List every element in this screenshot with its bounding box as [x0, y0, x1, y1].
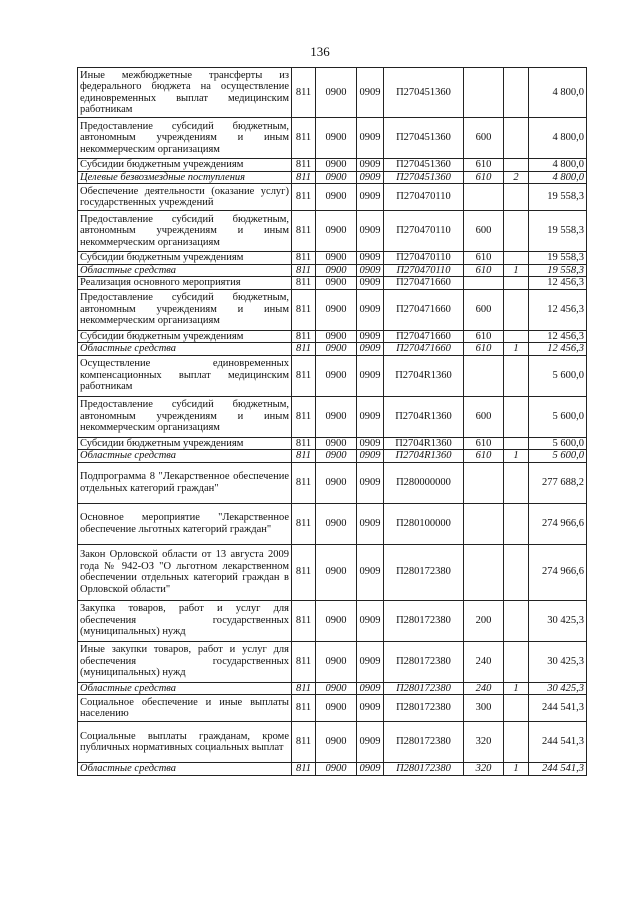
- cell-target-article: П270471660: [384, 343, 464, 356]
- table-row: [78, 355, 587, 396]
- cell-ministry-code: 811: [292, 252, 316, 265]
- cell-funding-source: [504, 355, 529, 396]
- cell-target-article: П270451360: [384, 159, 464, 172]
- cell-name: Иные межбюджетные трансферты из федерального бюджета на осуществление единовременных выплат медицинским работникам: [78, 68, 292, 118]
- cell-target-article: П270470110: [384, 211, 464, 252]
- cell-name: Предоставление субсидий бюджетным, автономным учреждениям и иным некоммерческим организациям: [78, 118, 292, 159]
- table-row: [78, 68, 587, 118]
- cell-section-code: 0900: [316, 437, 357, 450]
- cell-name: Областные средства: [78, 450, 292, 463]
- cell-name: Субсидии бюджетным учреждениям: [78, 252, 292, 265]
- cell-expense-type: [464, 503, 504, 544]
- cell-expense-type: 610: [464, 252, 504, 265]
- cell-amount: 19 558,3: [529, 211, 587, 252]
- cell-target-article: П280172380: [384, 641, 464, 682]
- cell-funding-source: [504, 330, 529, 343]
- cell-amount: 12 456,3: [529, 343, 587, 356]
- cell-name: Субсидии бюджетным учреждениям: [78, 159, 292, 172]
- table-row: [78, 722, 587, 763]
- cell-expense-type: 200: [464, 600, 504, 641]
- table-row: [78, 450, 587, 463]
- cell-section-code: 0900: [316, 355, 357, 396]
- table-row: [78, 159, 587, 172]
- cell-amount: 30 425,3: [529, 682, 587, 695]
- cell-funding-source: 1: [504, 682, 529, 695]
- cell-expense-type: 600: [464, 396, 504, 437]
- cell-subsection-code: 0909: [357, 264, 384, 277]
- cell-amount: 19 558,3: [529, 184, 587, 211]
- cell-amount: 244 541,3: [529, 695, 587, 722]
- cell-ministry-code: 811: [292, 722, 316, 763]
- cell-expense-type: 300: [464, 695, 504, 722]
- cell-expense-type: 610: [464, 437, 504, 450]
- cell-name: Обеспечение деятельности (оказание услуг) государственных учреждений: [78, 184, 292, 211]
- cell-amount: 5 600,0: [529, 437, 587, 450]
- cell-expense-type: 600: [464, 211, 504, 252]
- cell-ministry-code: 811: [292, 171, 316, 184]
- cell-funding-source: [504, 211, 529, 252]
- cell-section-code: 0900: [316, 289, 357, 330]
- cell-target-article: П280172380: [384, 600, 464, 641]
- cell-section-code: 0900: [316, 462, 357, 503]
- cell-funding-source: 1: [504, 343, 529, 356]
- cell-name: Областные средства: [78, 343, 292, 356]
- cell-section-code: 0900: [316, 641, 357, 682]
- cell-name: Предоставление субсидий бюджетным, автономным учреждениям и иным некоммерческим организациям: [78, 211, 292, 252]
- cell-target-article: П270451360: [384, 171, 464, 184]
- cell-ministry-code: 811: [292, 211, 316, 252]
- cell-ministry-code: 811: [292, 503, 316, 544]
- cell-target-article: П2704R1360: [384, 450, 464, 463]
- cell-target-article: П280172380: [384, 544, 464, 600]
- cell-target-article: П270470110: [384, 184, 464, 211]
- cell-expense-type: 320: [464, 763, 504, 776]
- cell-name: Областные средства: [78, 264, 292, 277]
- cell-funding-source: [504, 289, 529, 330]
- cell-subsection-code: 0909: [357, 68, 384, 118]
- cell-expense-type: 610: [464, 343, 504, 356]
- cell-target-article: П280172380: [384, 722, 464, 763]
- table-row: [78, 343, 587, 356]
- table-row: [78, 211, 587, 252]
- cell-subsection-code: 0909: [357, 763, 384, 776]
- cell-funding-source: [504, 159, 529, 172]
- cell-amount: 4 800,0: [529, 171, 587, 184]
- cell-target-article: П280000000: [384, 462, 464, 503]
- cell-funding-source: [504, 68, 529, 118]
- cell-funding-source: [504, 722, 529, 763]
- cell-subsection-code: 0909: [357, 184, 384, 211]
- cell-ministry-code: 811: [292, 600, 316, 641]
- cell-subsection-code: 0909: [357, 159, 384, 172]
- cell-funding-source: [504, 695, 529, 722]
- cell-name: Областные средства: [78, 763, 292, 776]
- cell-target-article: П270471660: [384, 330, 464, 343]
- cell-name: Закон Орловской области от 13 августа 2009 года № 942-ОЗ "О льготном лекарственном обеспечении отдельных категорий граждан в Орловской области": [78, 544, 292, 600]
- cell-subsection-code: 0909: [357, 277, 384, 290]
- cell-subsection-code: 0909: [357, 695, 384, 722]
- cell-ministry-code: 811: [292, 68, 316, 118]
- cell-section-code: 0900: [316, 118, 357, 159]
- table-row: [78, 763, 587, 776]
- table-row: [78, 462, 587, 503]
- cell-amount: 4 800,0: [529, 68, 587, 118]
- cell-name: Основное мероприятие "Лекарственное обеспечение льготных категорий граждан": [78, 503, 292, 544]
- cell-section-code: 0900: [316, 184, 357, 211]
- cell-ministry-code: 811: [292, 437, 316, 450]
- table-row: [78, 264, 587, 277]
- cell-section-code: 0900: [316, 763, 357, 776]
- cell-name: Предоставление субсидий бюджетным, автономным учреждениям и иным некоммерческим организациям: [78, 396, 292, 437]
- cell-funding-source: 1: [504, 450, 529, 463]
- cell-amount: 19 558,3: [529, 252, 587, 265]
- cell-amount: 4 800,0: [529, 159, 587, 172]
- cell-target-article: П270470110: [384, 264, 464, 277]
- cell-subsection-code: 0909: [357, 503, 384, 544]
- cell-funding-source: [504, 277, 529, 290]
- cell-ministry-code: 811: [292, 396, 316, 437]
- cell-target-article: П270471660: [384, 277, 464, 290]
- table-row: [78, 600, 587, 641]
- cell-target-article: П2704R1360: [384, 437, 464, 450]
- table-row: [78, 277, 587, 290]
- table-row: [78, 503, 587, 544]
- cell-name: Субсидии бюджетным учреждениям: [78, 437, 292, 450]
- cell-funding-source: 2: [504, 171, 529, 184]
- cell-subsection-code: 0909: [357, 355, 384, 396]
- cell-amount: 274 966,6: [529, 544, 587, 600]
- cell-ministry-code: 811: [292, 264, 316, 277]
- cell-subsection-code: 0909: [357, 462, 384, 503]
- cell-name: Иные закупки товаров, работ и услуг для обеспечения государственных (муниципальных) нужд: [78, 641, 292, 682]
- cell-name: Закупка товаров, работ и услуг для обеспечения государственных (муниципальных) нужд: [78, 600, 292, 641]
- cell-subsection-code: 0909: [357, 544, 384, 600]
- cell-subsection-code: 0909: [357, 252, 384, 265]
- cell-ministry-code: 811: [292, 277, 316, 290]
- cell-subsection-code: 0909: [357, 171, 384, 184]
- cell-ministry-code: 811: [292, 289, 316, 330]
- page-number: 136: [310, 44, 330, 59]
- cell-funding-source: 1: [504, 264, 529, 277]
- cell-expense-type: [464, 355, 504, 396]
- cell-subsection-code: 0909: [357, 682, 384, 695]
- cell-subsection-code: 0909: [357, 343, 384, 356]
- cell-expense-type: [464, 544, 504, 600]
- cell-expense-type: 600: [464, 289, 504, 330]
- table-row: [78, 695, 587, 722]
- table-row: [78, 252, 587, 265]
- cell-ministry-code: 811: [292, 641, 316, 682]
- cell-section-code: 0900: [316, 264, 357, 277]
- cell-section-code: 0900: [316, 277, 357, 290]
- cell-ministry-code: 811: [292, 682, 316, 695]
- cell-expense-type: 610: [464, 159, 504, 172]
- cell-target-article: П280172380: [384, 763, 464, 776]
- cell-funding-source: [504, 437, 529, 450]
- table-row: [78, 437, 587, 450]
- table-row: [78, 171, 587, 184]
- cell-section-code: 0900: [316, 159, 357, 172]
- cell-amount: 4 800,0: [529, 118, 587, 159]
- table-row: [78, 396, 587, 437]
- cell-amount: 12 456,3: [529, 289, 587, 330]
- cell-ministry-code: 811: [292, 184, 316, 211]
- cell-section-code: 0900: [316, 171, 357, 184]
- cell-section-code: 0900: [316, 396, 357, 437]
- cell-amount: 12 456,3: [529, 330, 587, 343]
- cell-section-code: 0900: [316, 68, 357, 118]
- cell-name: Социальное обеспечение и иные выплаты населению: [78, 695, 292, 722]
- cell-expense-type: 240: [464, 682, 504, 695]
- cell-funding-source: [504, 252, 529, 265]
- cell-amount: 244 541,3: [529, 763, 587, 776]
- cell-ministry-code: 811: [292, 343, 316, 356]
- cell-section-code: 0900: [316, 695, 357, 722]
- cell-funding-source: [504, 600, 529, 641]
- cell-amount: 274 966,6: [529, 503, 587, 544]
- cell-target-article: П2704R1360: [384, 396, 464, 437]
- cell-name: Социальные выплаты гражданам, кроме публичных нормативных социальных выплат: [78, 722, 292, 763]
- cell-funding-source: [504, 184, 529, 211]
- cell-subsection-code: 0909: [357, 211, 384, 252]
- cell-subsection-code: 0909: [357, 396, 384, 437]
- cell-section-code: 0900: [316, 343, 357, 356]
- cell-ministry-code: 811: [292, 763, 316, 776]
- cell-amount: 277 688,2: [529, 462, 587, 503]
- table-row: [78, 184, 587, 211]
- cell-name: Подпрограмма 8 "Лекарственное обеспечение отдельных категорий граждан": [78, 462, 292, 503]
- cell-expense-type: [464, 462, 504, 503]
- cell-section-code: 0900: [316, 503, 357, 544]
- cell-name: Осуществление единовременных компенсационных выплат медицинским работникам: [78, 355, 292, 396]
- cell-name: Реализация основного мероприятия: [78, 277, 292, 290]
- table-row: [78, 641, 587, 682]
- cell-funding-source: [504, 462, 529, 503]
- cell-amount: 19 558,3: [529, 264, 587, 277]
- cell-section-code: 0900: [316, 252, 357, 265]
- cell-funding-source: [504, 544, 529, 600]
- table-body: [78, 68, 587, 776]
- table-row: [78, 544, 587, 600]
- cell-funding-source: [504, 396, 529, 437]
- cell-target-article: П270451360: [384, 118, 464, 159]
- cell-expense-type: 240: [464, 641, 504, 682]
- table-row: [78, 118, 587, 159]
- cell-subsection-code: 0909: [357, 722, 384, 763]
- cell-expense-type: [464, 68, 504, 118]
- cell-amount: 244 541,3: [529, 722, 587, 763]
- cell-target-article: П270451360: [384, 68, 464, 118]
- cell-subsection-code: 0909: [357, 289, 384, 330]
- cell-amount: 30 425,3: [529, 600, 587, 641]
- cell-funding-source: [504, 641, 529, 682]
- cell-expense-type: 610: [464, 171, 504, 184]
- cell-amount: 5 600,0: [529, 355, 587, 396]
- table-row: [78, 289, 587, 330]
- cell-funding-source: [504, 503, 529, 544]
- cell-section-code: 0900: [316, 330, 357, 343]
- cell-target-article: П280172380: [384, 682, 464, 695]
- cell-name: Целевые безвозмездные поступления: [78, 171, 292, 184]
- cell-ministry-code: 811: [292, 159, 316, 172]
- cell-ministry-code: 811: [292, 695, 316, 722]
- cell-name: Областные средства: [78, 682, 292, 695]
- cell-amount: 5 600,0: [529, 450, 587, 463]
- cell-expense-type: 610: [464, 330, 504, 343]
- cell-expense-type: 610: [464, 450, 504, 463]
- cell-funding-source: [504, 118, 529, 159]
- cell-section-code: 0900: [316, 600, 357, 641]
- cell-subsection-code: 0909: [357, 437, 384, 450]
- cell-funding-source: 1: [504, 763, 529, 776]
- cell-ministry-code: 811: [292, 544, 316, 600]
- budget-table: [77, 67, 587, 776]
- cell-subsection-code: 0909: [357, 330, 384, 343]
- cell-ministry-code: 811: [292, 462, 316, 503]
- cell-target-article: П280100000: [384, 503, 464, 544]
- cell-subsection-code: 0909: [357, 450, 384, 463]
- cell-target-article: П270471660: [384, 289, 464, 330]
- cell-expense-type: [464, 277, 504, 290]
- cell-name: Предоставление субсидий бюджетным, автономным учреждениям и иным некоммерческим организациям: [78, 289, 292, 330]
- cell-ministry-code: 811: [292, 450, 316, 463]
- cell-expense-type: [464, 184, 504, 211]
- cell-ministry-code: 811: [292, 330, 316, 343]
- cell-section-code: 0900: [316, 682, 357, 695]
- cell-ministry-code: 811: [292, 118, 316, 159]
- cell-amount: 5 600,0: [529, 396, 587, 437]
- cell-amount: 30 425,3: [529, 641, 587, 682]
- cell-subsection-code: 0909: [357, 641, 384, 682]
- cell-section-code: 0900: [316, 450, 357, 463]
- cell-subsection-code: 0909: [357, 600, 384, 641]
- cell-section-code: 0900: [316, 211, 357, 252]
- cell-expense-type: 320: [464, 722, 504, 763]
- table-row: [78, 330, 587, 343]
- cell-name: Субсидии бюджетным учреждениям: [78, 330, 292, 343]
- cell-subsection-code: 0909: [357, 118, 384, 159]
- cell-ministry-code: 811: [292, 355, 316, 396]
- cell-target-article: П2704R1360: [384, 355, 464, 396]
- cell-expense-type: 610: [464, 264, 504, 277]
- table-row: [78, 682, 587, 695]
- cell-amount: 12 456,3: [529, 277, 587, 290]
- cell-section-code: 0900: [316, 544, 357, 600]
- cell-expense-type: 600: [464, 118, 504, 159]
- cell-section-code: 0900: [316, 722, 357, 763]
- cell-target-article: П270470110: [384, 252, 464, 265]
- cell-target-article: П280172380: [384, 695, 464, 722]
